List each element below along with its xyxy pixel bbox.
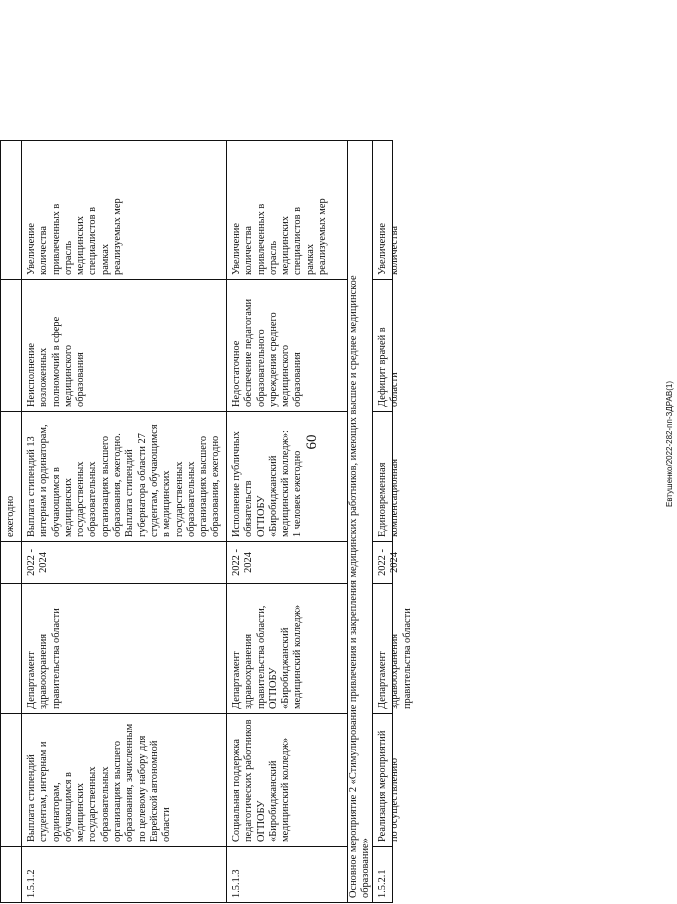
- table-cell: [1, 583, 21, 713]
- measure-result: Выплата стипендий 13 интернам и ординаторам, обучающимся в медицинских государственных образовательных организациях высшего образования, ежегодно. Выплата стипендий губернатора области 27 студентам, обучающимся в медицинских государственных образовательных организациях высшего образования, ежегодно: [22, 411, 226, 541]
- measure-executor: Департамент здравоохранения правительства области: [373, 583, 393, 713]
- page-number: 60: [304, 434, 320, 450]
- measure-years: 2022 - 2024: [227, 541, 347, 583]
- table-cell: [1, 279, 21, 411]
- table-row: [1, 141, 22, 902]
- table-cell: [1, 713, 21, 846]
- measure-consequence: Дефицит врачей в области: [373, 279, 393, 411]
- section-heading: Основное мероприятие 2 «Стимулирование привлечения и закрепления медицинских работников, имеющих высшее и среднее медицинское образование»: [348, 275, 372, 898]
- table-row: [227, 141, 348, 902]
- document-id: Евтушенко/2022-282-пп-ЗДРАВ(1): [665, 381, 674, 508]
- measure-code: 1.5.1.3: [227, 846, 347, 902]
- measure-name: Выплата стипендий студентам, интернам и ординаторам, обучающимся в медицинских государственных образовательных организациях высшего образования, зачисленным по целевому набору для Еврейской автономной области: [22, 713, 226, 846]
- measure-code: 1.5.2.1: [373, 846, 393, 902]
- table-cell: [1, 139, 21, 279]
- measure-result: Исполнение публичных обязательств ОГПОБУ «Биробиджанский медицинский колледж»: 1 человек ежегодно: [227, 411, 347, 541]
- measure-consequence: Неисполнение возложенных полномочий в сфере медицинского образования: [22, 279, 226, 411]
- measure-name: Социальная поддержка педагогических работников ОГПОБУ «Биробиджанский медицинский колледж»: [227, 713, 347, 846]
- section-row: [348, 141, 373, 902]
- table-row: [373, 141, 413, 902]
- measure-indicator: Увеличение количества привлеченных в отрасль медицинских специалистов в рамках реализуемых мер: [26, 198, 124, 275]
- measures-table: [0, 140, 413, 903]
- measure-years: 2022 - 2024: [373, 541, 393, 583]
- measure-indicator: Увеличение количества привлеченных в отрасль медицинских специалистов в рамках реализуемых мер: [231, 198, 329, 275]
- table-row: [22, 141, 227, 902]
- measure-code: 1.5.1.2: [22, 846, 226, 902]
- measure-years: 2022 - 2024: [22, 541, 226, 583]
- rotated-table-wrapper: [0, 140, 413, 903]
- measure-indicator: Увеличение количества: [377, 223, 401, 275]
- measure-executor: Департамент здравоохранения правительства области, ОГПОБУ «Биробиджанский медицинский колледж»: [227, 583, 347, 713]
- measure-result: Единовременная компенсационная: [373, 411, 393, 541]
- period-cell: ежегодно: [1, 411, 21, 541]
- table-cell: [1, 541, 21, 583]
- measure-consequence: Недостаточное обеспечение педагогами образовательного учреждения среднего медицинского образования: [227, 279, 347, 411]
- table-cell: [1, 846, 21, 902]
- measure-name: Реализация мероприятий по осуществлению: [373, 713, 393, 846]
- measure-executor: Департамент здравоохранения правительства области: [22, 583, 226, 713]
